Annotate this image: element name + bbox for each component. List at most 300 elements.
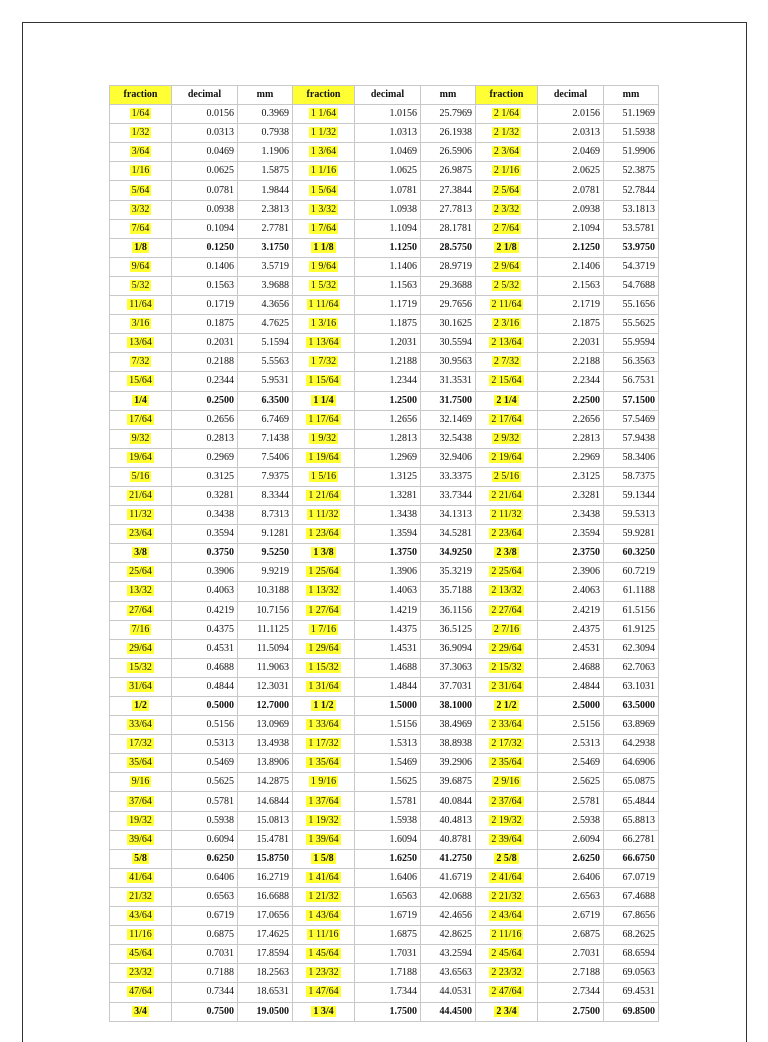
decimal-cell: 1.3906	[355, 563, 421, 582]
mm-cell: 18.6531	[238, 983, 293, 1002]
fraction-cell	[476, 525, 538, 544]
fraction-cell	[293, 887, 355, 906]
fraction-highlight: 17/64	[129, 413, 152, 425]
fraction-cell	[110, 582, 172, 601]
fraction-cell	[476, 391, 538, 410]
fraction-cell	[293, 410, 355, 429]
decimal-cell: 1.0781	[355, 181, 421, 200]
table-row	[110, 907, 659, 926]
fraction-highlight: 2 17/64	[491, 413, 522, 425]
fraction-highlight: 11/32	[129, 509, 152, 521]
fraction-cell	[110, 181, 172, 200]
fraction-highlight: 3/32	[131, 203, 150, 215]
mm-cell: 60.7219	[604, 563, 659, 582]
fraction-highlight: 41/64	[129, 871, 152, 883]
mm-cell: 69.4531	[604, 983, 659, 1002]
fraction-highlight: 31/64	[129, 680, 152, 692]
table-row	[110, 391, 659, 410]
mm-cell: 40.0844	[421, 792, 476, 811]
decimal-cell: 0.4375	[172, 620, 238, 639]
fraction-cell	[476, 811, 538, 830]
fraction-highlight: 19/32	[129, 814, 152, 826]
decimal-cell: 1.6719	[355, 907, 421, 926]
fraction-highlight: 3/8	[134, 547, 147, 559]
fraction-cell	[476, 410, 538, 429]
table-row	[110, 467, 659, 486]
decimal-cell: 2.0625	[538, 162, 604, 181]
decimal-cell: 2.0938	[538, 200, 604, 219]
fraction-cell	[293, 544, 355, 563]
fraction-highlight: 1 47/64	[308, 986, 339, 998]
decimal-cell: 1.7188	[355, 964, 421, 983]
mm-cell: 65.4844	[604, 792, 659, 811]
mm-cell: 37.3063	[421, 658, 476, 677]
table-row	[110, 486, 659, 505]
mm-cell: 58.3406	[604, 448, 659, 467]
mm-cell: 44.4500	[421, 1002, 476, 1021]
fraction-cell	[476, 315, 538, 334]
mm-cell: 15.8750	[238, 849, 293, 868]
mm-cell: 62.3094	[604, 639, 659, 658]
fraction-highlight: 2 33/64	[491, 719, 522, 731]
mm-cell: 29.3688	[421, 276, 476, 295]
fraction-cell	[293, 582, 355, 601]
fraction-highlight: 1/2	[134, 700, 147, 712]
fraction-highlight: 1 3/4	[313, 1005, 334, 1017]
fraction-cell	[110, 124, 172, 143]
fraction-cell	[293, 868, 355, 887]
mm-cell: 64.2938	[604, 735, 659, 754]
decimal-cell: 2.6406	[538, 868, 604, 887]
mm-cell: 38.8938	[421, 735, 476, 754]
mm-cell: 65.8813	[604, 811, 659, 830]
table-row	[110, 582, 659, 601]
fraction-cell	[110, 773, 172, 792]
decimal-cell: 2.3750	[538, 544, 604, 563]
decimal-cell: 2.1563	[538, 276, 604, 295]
fraction-cell	[293, 391, 355, 410]
fraction-cell	[293, 448, 355, 467]
mm-cell: 36.1156	[421, 601, 476, 620]
table-row	[110, 658, 659, 677]
fraction-highlight: 1 27/64	[308, 604, 339, 616]
decimal-cell: 0.6250	[172, 849, 238, 868]
fraction-highlight: 1 21/64	[308, 490, 339, 502]
decimal-cell: 1.3281	[355, 486, 421, 505]
mm-cell: 1.1906	[238, 143, 293, 162]
fraction-cell	[110, 735, 172, 754]
table-row	[110, 563, 659, 582]
fraction-highlight: 2 5/64	[493, 184, 520, 196]
fraction-highlight: 2 11/16	[491, 929, 522, 941]
mm-cell: 26.1938	[421, 124, 476, 143]
table-row	[110, 162, 659, 181]
mm-cell: 19.0500	[238, 1002, 293, 1021]
decimal-cell: 0.1875	[172, 315, 238, 334]
fraction-cell	[293, 849, 355, 868]
header-fraction: fraction	[476, 86, 538, 105]
fraction-highlight: 1 3/64	[310, 146, 337, 158]
mm-cell: 33.7344	[421, 486, 476, 505]
fraction-highlight: 2 9/16	[493, 776, 520, 788]
fraction-cell	[476, 849, 538, 868]
fraction-cell	[110, 276, 172, 295]
fraction-cell	[293, 983, 355, 1002]
mm-cell: 7.9375	[238, 467, 293, 486]
decimal-cell: 1.5000	[355, 697, 421, 716]
fraction-highlight: 13/32	[129, 585, 152, 597]
decimal-cell: 1.5625	[355, 773, 421, 792]
mm-cell: 14.6844	[238, 792, 293, 811]
fraction-highlight: 13/64	[129, 337, 152, 349]
mm-cell: 42.8625	[421, 926, 476, 945]
decimal-cell: 1.2031	[355, 334, 421, 353]
fraction-cell	[110, 467, 172, 486]
mm-cell: 13.4938	[238, 735, 293, 754]
mm-cell: 68.6594	[604, 945, 659, 964]
decimal-cell: 0.7500	[172, 1002, 238, 1021]
fraction-highlight: 2 7/16	[493, 623, 520, 635]
fraction-highlight: 2 3/8	[496, 547, 517, 559]
decimal-cell: 2.4063	[538, 582, 604, 601]
table-row	[110, 372, 659, 391]
fraction-highlight: 2 13/64	[491, 337, 522, 349]
mm-cell: 36.9094	[421, 639, 476, 658]
decimal-cell: 0.2969	[172, 448, 238, 467]
fraction-cell	[293, 754, 355, 773]
fraction-highlight: 2 3/32	[493, 203, 520, 215]
fraction-cell	[110, 620, 172, 639]
decimal-cell: 1.6094	[355, 830, 421, 849]
fraction-highlight: 1 9/64	[310, 260, 337, 272]
decimal-cell: 2.7031	[538, 945, 604, 964]
fraction-cell	[476, 334, 538, 353]
mm-cell: 67.0719	[604, 868, 659, 887]
table-row	[110, 716, 659, 735]
table-row	[110, 315, 659, 334]
fraction-cell	[293, 830, 355, 849]
fraction-highlight: 2 1/32	[493, 127, 520, 139]
fraction-cell	[476, 887, 538, 906]
fraction-highlight: 43/64	[129, 910, 152, 922]
decimal-cell: 2.5000	[538, 697, 604, 716]
fraction-cell	[110, 372, 172, 391]
fraction-cell	[476, 162, 538, 181]
fraction-highlight: 7/32	[131, 356, 150, 368]
fraction-cell	[476, 238, 538, 257]
fraction-cell	[476, 257, 538, 276]
fraction-cell	[110, 334, 172, 353]
fraction-highlight: 1 11/16	[308, 929, 339, 941]
decimal-cell: 0.6719	[172, 907, 238, 926]
mm-cell: 2.3813	[238, 200, 293, 219]
mm-cell: 26.5906	[421, 143, 476, 162]
table-row	[110, 601, 659, 620]
fraction-highlight: 45/64	[129, 948, 152, 960]
decimal-cell: 0.2031	[172, 334, 238, 353]
fraction-highlight: 1 17/32	[308, 738, 339, 750]
mm-cell: 15.0813	[238, 811, 293, 830]
fraction-highlight: 1 39/64	[308, 833, 339, 845]
decimal-cell: 0.5156	[172, 716, 238, 735]
header-decimal: decimal	[538, 86, 604, 105]
decimal-cell: 1.4375	[355, 620, 421, 639]
decimal-cell: 0.2813	[172, 429, 238, 448]
fraction-highlight: 1 1/16	[310, 165, 337, 177]
fraction-cell	[293, 658, 355, 677]
fraction-highlight: 1 1/8	[313, 241, 334, 253]
fraction-highlight: 2 1/16	[493, 165, 520, 177]
fraction-highlight: 1 19/32	[308, 814, 339, 826]
fraction-cell	[110, 601, 172, 620]
fraction-highlight: 1/8	[134, 241, 147, 253]
fraction-highlight: 2 11/32	[491, 509, 522, 521]
fraction-cell	[110, 257, 172, 276]
decimal-cell: 0.5000	[172, 697, 238, 716]
mm-cell: 69.0563	[604, 964, 659, 983]
fraction-cell	[476, 601, 538, 620]
decimal-cell: 2.0156	[538, 105, 604, 124]
fraction-cell	[110, 315, 172, 334]
decimal-cell: 0.2656	[172, 410, 238, 429]
fraction-highlight: 15/64	[129, 375, 152, 387]
mm-cell: 17.4625	[238, 926, 293, 945]
mm-cell: 30.1625	[421, 315, 476, 334]
table-row	[110, 677, 659, 696]
decimal-cell: 1.3125	[355, 467, 421, 486]
fraction-highlight: 1 3/8	[313, 547, 334, 559]
header-mm: mm	[421, 86, 476, 105]
mm-cell: 55.9594	[604, 334, 659, 353]
mm-cell: 36.5125	[421, 620, 476, 639]
fraction-cell	[476, 716, 538, 735]
fraction-highlight: 2 35/64	[491, 757, 522, 769]
decimal-cell: 1.2500	[355, 391, 421, 410]
decimal-cell: 0.4531	[172, 639, 238, 658]
fraction-cell	[110, 792, 172, 811]
table-row	[110, 219, 659, 238]
decimal-cell: 2.7500	[538, 1002, 604, 1021]
mm-cell: 32.9406	[421, 448, 476, 467]
fraction-cell	[110, 544, 172, 563]
fraction-cell	[476, 105, 538, 124]
decimal-cell: 2.4844	[538, 677, 604, 696]
mm-cell: 27.7813	[421, 200, 476, 219]
mm-cell: 13.0969	[238, 716, 293, 735]
fraction-cell	[293, 257, 355, 276]
decimal-cell: 2.1875	[538, 315, 604, 334]
fraction-highlight: 2 47/64	[491, 986, 522, 998]
fraction-cell	[293, 315, 355, 334]
fraction-highlight: 21/32	[129, 890, 152, 902]
mm-cell: 65.0875	[604, 773, 659, 792]
mm-cell: 42.0688	[421, 887, 476, 906]
mm-cell: 5.5563	[238, 353, 293, 372]
decimal-cell: 2.0469	[538, 143, 604, 162]
fraction-highlight: 1 13/64	[308, 337, 339, 349]
mm-cell: 25.7969	[421, 105, 476, 124]
decimal-cell: 0.4063	[172, 582, 238, 601]
fraction-highlight: 1 5/64	[310, 184, 337, 196]
mm-cell: 52.3875	[604, 162, 659, 181]
decimal-cell: 1.1563	[355, 276, 421, 295]
fraction-highlight: 1 7/64	[310, 222, 337, 234]
fraction-cell	[110, 219, 172, 238]
decimal-cell: 2.7344	[538, 983, 604, 1002]
mm-cell: 16.6688	[238, 887, 293, 906]
mm-cell: 67.8656	[604, 907, 659, 926]
mm-cell: 29.7656	[421, 296, 476, 315]
fraction-highlight: 1 1/4	[313, 394, 334, 406]
fraction-highlight: 2 31/64	[491, 680, 522, 692]
decimal-cell: 1.1406	[355, 257, 421, 276]
fraction-cell	[110, 525, 172, 544]
decimal-cell: 0.4844	[172, 677, 238, 696]
fraction-highlight: 2 23/32	[491, 967, 522, 979]
fraction-highlight: 1 25/64	[308, 566, 339, 578]
decimal-cell: 0.1094	[172, 219, 238, 238]
fraction-cell	[293, 735, 355, 754]
mm-cell: 68.2625	[604, 926, 659, 945]
fraction-cell	[293, 429, 355, 448]
decimal-cell: 1.1875	[355, 315, 421, 334]
fraction-highlight: 2 3/64	[493, 146, 520, 158]
mm-cell: 61.1188	[604, 582, 659, 601]
fraction-cell	[110, 964, 172, 983]
table-row	[110, 887, 659, 906]
decimal-cell: 2.2969	[538, 448, 604, 467]
header-mm: mm	[238, 86, 293, 105]
mm-cell: 18.2563	[238, 964, 293, 983]
decimal-cell: 0.6875	[172, 926, 238, 945]
fraction-highlight: 23/64	[129, 528, 152, 540]
fraction-cell	[110, 926, 172, 945]
fraction-cell	[110, 868, 172, 887]
mm-cell: 43.2594	[421, 945, 476, 964]
fraction-cell	[293, 238, 355, 257]
fraction-cell	[110, 658, 172, 677]
decimal-cell: 1.1094	[355, 219, 421, 238]
mm-cell: 56.7531	[604, 372, 659, 391]
mm-cell: 11.1125	[238, 620, 293, 639]
decimal-cell: 2.5156	[538, 716, 604, 735]
mm-cell: 34.1313	[421, 506, 476, 525]
fraction-highlight: 2 7/64	[493, 222, 520, 234]
fraction-cell	[476, 219, 538, 238]
decimal-cell: 2.3906	[538, 563, 604, 582]
fraction-highlight: 2 7/32	[493, 356, 520, 368]
decimal-cell: 0.4688	[172, 658, 238, 677]
fraction-cell	[110, 811, 172, 830]
fraction-highlight: 1 11/32	[308, 509, 339, 521]
fraction-highlight: 47/64	[129, 986, 152, 998]
mm-cell: 66.6750	[604, 849, 659, 868]
fraction-highlight: 23/32	[129, 967, 152, 979]
mm-cell: 59.9281	[604, 525, 659, 544]
fraction-highlight: 1 37/64	[308, 795, 339, 807]
mm-cell: 55.1656	[604, 296, 659, 315]
fraction-cell	[293, 563, 355, 582]
decimal-cell: 0.0625	[172, 162, 238, 181]
mm-cell: 64.6906	[604, 754, 659, 773]
fraction-highlight: 2 19/32	[491, 814, 522, 826]
fraction-cell	[293, 620, 355, 639]
fraction-highlight: 1 43/64	[308, 910, 339, 922]
mm-cell: 14.2875	[238, 773, 293, 792]
fraction-cell	[476, 353, 538, 372]
fraction-highlight: 1 5/32	[310, 279, 337, 291]
mm-cell: 31.7500	[421, 391, 476, 410]
decimal-cell: 0.1250	[172, 238, 238, 257]
fraction-cell	[476, 754, 538, 773]
fraction-cell	[476, 181, 538, 200]
fraction-highlight: 1 13/32	[308, 585, 339, 597]
decimal-cell: 1.5156	[355, 716, 421, 735]
table-row	[110, 830, 659, 849]
mm-cell: 17.8594	[238, 945, 293, 964]
fraction-cell	[110, 716, 172, 735]
fraction-highlight: 2 1/8	[496, 241, 517, 253]
fraction-highlight: 2 23/64	[491, 528, 522, 540]
mm-cell: 38.4969	[421, 716, 476, 735]
fraction-highlight: 3/16	[131, 318, 150, 330]
mm-cell: 41.2750	[421, 849, 476, 868]
decimal-cell: 2.0313	[538, 124, 604, 143]
fraction-cell	[476, 868, 538, 887]
mm-cell: 6.3500	[238, 391, 293, 410]
decimal-cell: 1.2813	[355, 429, 421, 448]
fraction-cell	[110, 983, 172, 1002]
table-row	[110, 334, 659, 353]
decimal-cell: 0.5625	[172, 773, 238, 792]
mm-cell: 63.1031	[604, 677, 659, 696]
decimal-cell: 0.5938	[172, 811, 238, 830]
fraction-cell	[293, 716, 355, 735]
fraction-cell	[110, 945, 172, 964]
fraction-cell	[110, 448, 172, 467]
mm-cell: 60.3250	[604, 544, 659, 563]
fraction-cell	[476, 467, 538, 486]
decimal-cell: 1.7031	[355, 945, 421, 964]
mm-cell: 59.5313	[604, 506, 659, 525]
table-row	[110, 105, 659, 124]
fraction-highlight: 7/64	[131, 222, 150, 234]
mm-cell: 11.9063	[238, 658, 293, 677]
table-row	[110, 620, 659, 639]
mm-cell: 63.5000	[604, 697, 659, 716]
fraction-highlight: 1 15/64	[308, 375, 339, 387]
decimal-cell: 0.2344	[172, 372, 238, 391]
table-row	[110, 544, 659, 563]
fraction-cell	[293, 105, 355, 124]
fraction-highlight: 2 29/64	[491, 642, 522, 654]
decimal-cell: 0.7188	[172, 964, 238, 983]
table-row	[110, 276, 659, 295]
fraction-cell	[110, 238, 172, 257]
decimal-cell: 1.7500	[355, 1002, 421, 1021]
fraction-highlight: 2 37/64	[491, 795, 522, 807]
mm-cell: 4.3656	[238, 296, 293, 315]
mm-cell: 39.2906	[421, 754, 476, 773]
fraction-cell	[293, 486, 355, 505]
fraction-cell	[110, 486, 172, 505]
mm-cell: 3.9688	[238, 276, 293, 295]
fraction-highlight: 5/16	[131, 470, 150, 482]
fraction-cell	[110, 296, 172, 315]
fraction-highlight: 2 19/64	[491, 451, 522, 463]
mm-cell: 30.9563	[421, 353, 476, 372]
mm-cell: 5.9531	[238, 372, 293, 391]
